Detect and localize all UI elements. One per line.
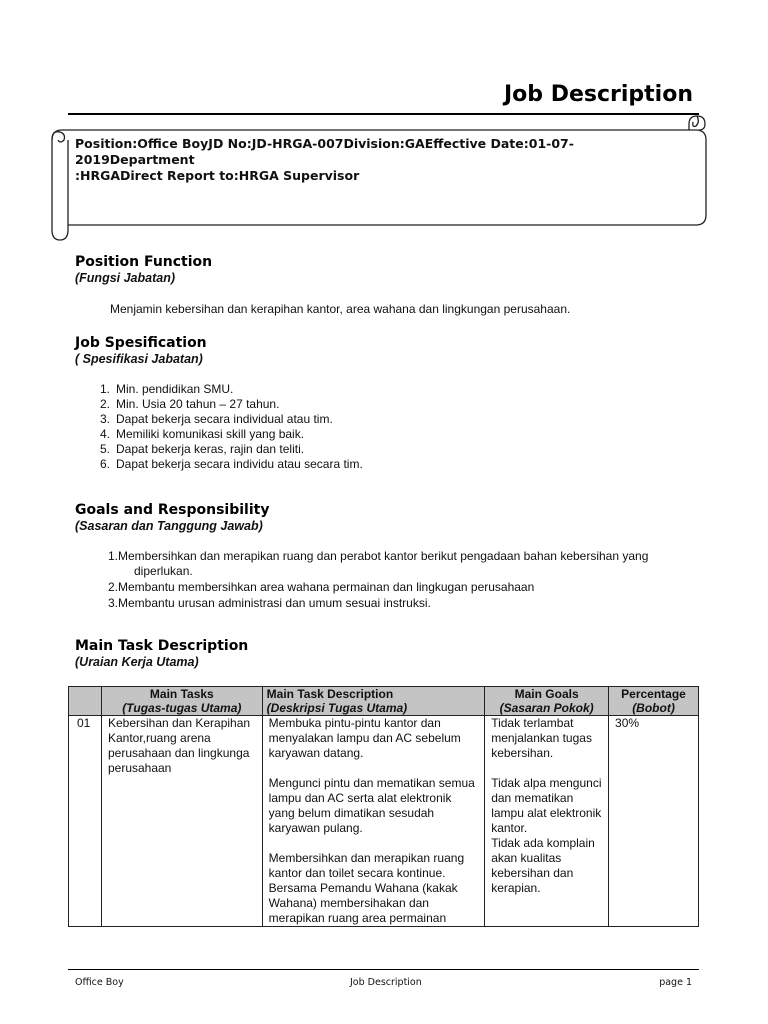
table-header-no xyxy=(69,687,102,716)
main-task-subheading: (Uraian Kerja Utama) xyxy=(75,655,199,669)
table-header-goals: Main Goals (Sasaran Pokok) xyxy=(485,687,609,716)
footer-page-number: page 1 xyxy=(659,977,692,988)
table-row xyxy=(69,716,699,927)
main-task-heading: Main Task Description xyxy=(75,638,249,654)
list-item: 2.Membantu membersihkan area wahana permainan dan lingkugan perusahaan xyxy=(108,580,535,594)
row-description: Membuka pintu-pintu kantor dan menyalakan lampu dan AC sebelum karyawan datang. Mengunci pintu dan mematikan semua lampu dan AC serta alat elektronik yang belum dimatikan sesudah karyawan pulang. Membersihkan dan merapikan ruang kantor dan toilet secara kontinue. Bersama Pemandu Wahana (kakak Wahana) membersihakan dan merapikan ruang area permainan xyxy=(262,716,485,927)
list-item: 1. Min. pendidikan SMU. xyxy=(99,382,234,396)
main-task-table xyxy=(68,686,699,927)
table-header-main-tasks: Main Tasks (Tugas-tugas Utama) xyxy=(101,687,262,716)
list-item: 4. Memiliki komunikasi skill yang baik. xyxy=(99,427,305,441)
position-function-heading: Position Function xyxy=(75,254,213,270)
footer-left: Office Boy xyxy=(75,977,124,988)
list-item: 3. Dapat bekerja secara individual atau tim. xyxy=(99,412,333,426)
row-percentage: 30% xyxy=(609,716,699,927)
goals-heading: Goals and Responsibility xyxy=(75,502,270,518)
list-item: 3.Membantu urusan administrasi dan umum sesuai instruksi. xyxy=(108,596,431,610)
row-goals: Tidak terlambat menjalankan tugas kebersihan. Tidak alpa mengunci dan mematikan lampu alat elektronik kantor. Tidak ada komplain akan kualitas kebersihan dan kerapian. xyxy=(485,716,609,927)
job-spec-list xyxy=(88,382,648,472)
goals-subheading: (Sasaran dan Tanggung Jawab) xyxy=(75,519,263,533)
position-info-box xyxy=(75,136,675,184)
list-item: 5. Dapat bekerja keras, rajin dan teliti. xyxy=(99,442,305,456)
position-function-subheading: (Fungsi Jabatan) xyxy=(75,271,176,285)
position-function-text: Menjamin kebersihan dan kerapihan kantor, area wahana dan lingkungan perusahaan. xyxy=(110,302,571,316)
list-item: 6. Dapat bekerja secara individu atau secara tim. xyxy=(99,457,363,471)
list-item: 2. Min. Usia 20 tahun – 27 tahun. xyxy=(99,397,280,411)
position-info-line-2: :HRGADirect Report to:HRGA Supervisor xyxy=(75,168,360,183)
table-header-percentage: Percentage (Bobot) xyxy=(609,687,699,716)
footer-divider xyxy=(68,969,699,970)
table-header-row xyxy=(69,687,699,716)
job-spec-heading: Job Spesification xyxy=(75,335,207,351)
position-info-line-1: Position:Office BoyJD No:JD-HRGA-007Division:GAEffective Date:01-07-2019Department xyxy=(75,136,574,167)
table-header-description: Main Task Description (Deskripsi Tugas Utama) xyxy=(262,687,485,716)
list-item: 1.Membersihkan dan merapikan ruang dan perabot kantor berikut pengadaan bahan kebersihan yang diperlukan. xyxy=(108,549,649,578)
row-number: 01 xyxy=(69,716,102,927)
footer-center: Job Description xyxy=(350,977,422,988)
row-task: Kebersihan dan Kerapihan Kantor,ruang arena perusahaan dan lingkunga perusahaan xyxy=(101,716,262,927)
page-title: Job Description xyxy=(504,82,693,107)
job-spec-subheading: ( Spesifikasi Jabatan) xyxy=(75,352,203,366)
goals-list xyxy=(108,549,698,612)
